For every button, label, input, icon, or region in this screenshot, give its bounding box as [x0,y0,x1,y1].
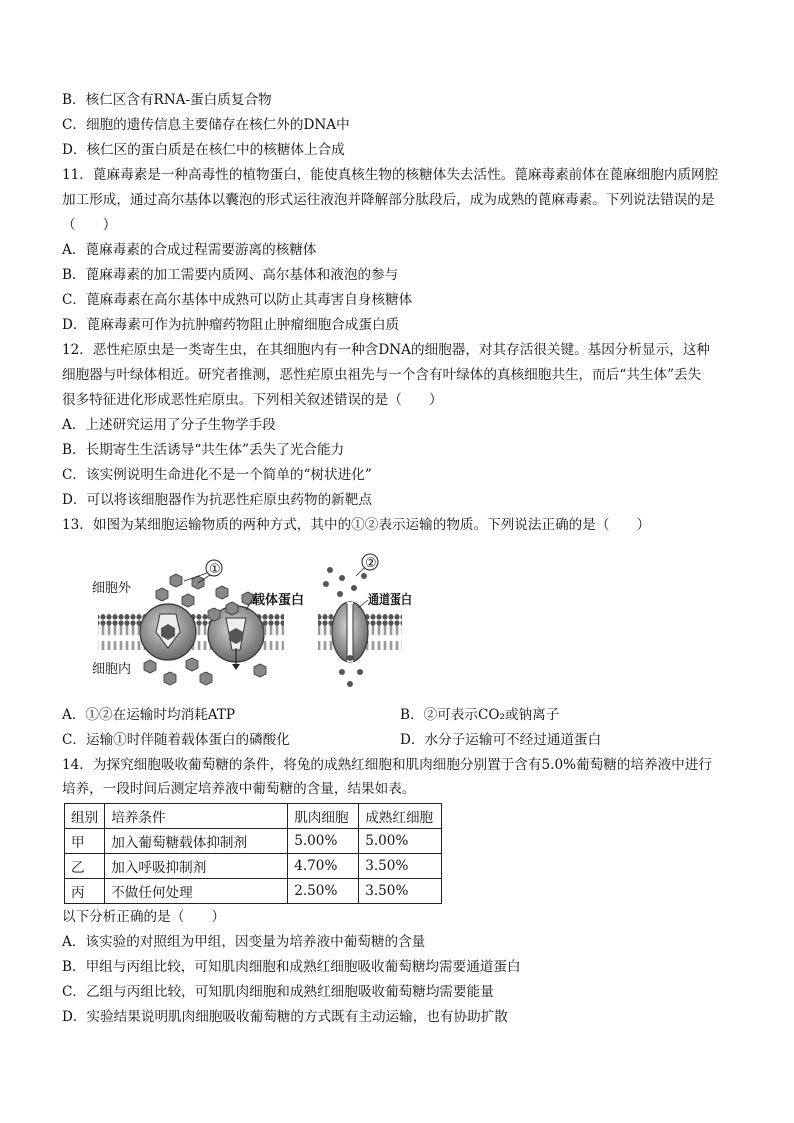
table-cell: 3.50% [359,879,442,904]
molecule-hexagon [186,658,198,671]
q14-stem-line1: 14．为探究细胞吸收葡萄糖的条件，将兔的成熟红细胞和肌肉细胞分别置于含有5.0%葡萄糖的培养液中进行 [62,757,712,773]
molecule-hexagon [164,672,176,685]
table-cell: 5.00% [359,829,442,854]
molecule-dot [339,669,345,675]
molecule-dot [347,681,353,687]
molecule-hexagon [170,574,182,587]
q13-option-b: B．②可表示CO₂或钠离子 [400,707,560,723]
table-cell: 加入葡萄糖载体抑制剂 [105,829,288,854]
table-row [65,829,442,854]
q12-option-d: D．可以将该细胞器作为抗恶性疟原虫药物的新靶点 [62,492,372,508]
results-table [64,803,442,904]
molecule-hexagon [226,602,238,615]
q14-stem-line2: 培养，一段时间后测定培养液中葡萄糖的含量，结果如表。 [62,781,416,797]
q13-stem: 13．如图为某细胞运输物质的两种方式，其中的①②表示运输的物质。下列说法正确的是（ ） [62,517,651,533]
q11-option-b: B．蓖麻毒素的加工需要内质网、高尔基体和液泡的参与 [62,267,399,283]
q12-option-b: B．长期寄生生活诱导“共生体”丢失了光合能力 [62,442,345,458]
molecule-dot [337,591,343,597]
molecule-hexagon [216,586,228,599]
table-cell: 甲 [65,829,105,854]
molecule-dot [347,655,353,661]
q14-option-b: B．甲组与丙组比较，可知肌肉细胞和成熟红细胞吸收葡萄糖均需要通道蛋白 [62,959,521,975]
q13-option-c: C．运输①时伴随着载体蛋白的磷酸化 [62,732,290,748]
label-inside: 细胞内 [92,662,132,677]
table-header: 培养条件 [105,804,288,829]
q12-stem-line1: 12．恶性疟原虫是一类寄生虫，在其细胞内有一种含DNA的细胞器，对其存活很关键。基因分析显示，这种 [62,342,711,358]
q13-option-a: A．①②在运输时均消耗ATP [62,707,236,723]
table-cell: 不做任何处理 [105,879,288,904]
q11-option-c: C．蓖麻毒素在高尔基体中成熟可以防止其毒害自身核糖体 [62,292,413,308]
q11-stem-line1: 11．蓖麻毒素是一种高毒性的植物蛋白，能使真核生物的核糖体失去活性。蓖麻毒素前体在蓖麻细胞内质网腔 [62,167,719,183]
q12-stem-line2: 细胞器与叶绿体相近。研究者推测，恶性疟原虫祖先与一个含有叶绿体的真核细胞共生，而后“共生体”丢失 [62,367,702,383]
table-row [65,854,442,879]
molecule-dot [323,581,329,587]
channel-protein [332,602,368,662]
molecule-dot [351,585,357,591]
marker-2: ② [365,556,377,571]
table-cell: 2.50% [288,879,359,904]
channel-pointer [358,600,368,608]
molecule-hexagon [254,664,266,677]
molecule-hexagon [182,594,194,607]
table-header: 组别 [65,804,105,829]
q11-option-d: D．蓖麻毒素可作为抗肿瘤药物阻止肿瘤细胞合成蛋白质 [62,317,400,333]
molecule-hexagon [144,660,156,673]
q12-stem-line3: 很多特征进化形成恶性疟原虫。下列相关叙述错误的是（ ） [62,392,443,408]
q10-option-b: B．核仁区含有RNA-蛋白质复合物 [62,92,272,108]
molecule-dot [339,575,345,581]
table-header-row [65,804,442,829]
q14-option-d: D．实验结果说明肌肉细胞吸收葡萄糖的方式既有主动运输，也有协助扩散 [62,1009,508,1025]
label-carrier-protein: 载体蛋白 [252,593,305,608]
table-header: 肌肉细胞 [288,804,359,829]
molecule-dot [357,669,363,675]
q12-option-c: C．该实例说明生命进化不是一个简单的“树状进化” [62,467,372,483]
molecule-dot [327,567,333,573]
table-cell: 5.00% [288,829,359,854]
membrane-transport-figure [64,548,421,694]
table-header: 成熟红细胞 [359,804,442,829]
table-cell: 3.50% [359,854,442,879]
q14-option-a: A．该实验的对照组为甲组，因变量为培养液中葡萄糖的含量 [62,934,426,950]
table-cell: 4.70% [288,854,359,879]
label-outside: 细胞外 [92,581,132,596]
table-cell: 乙 [65,854,105,879]
q10-option-d: D．核仁区的蛋白质是在核仁中的核糖体上合成 [62,142,345,158]
table-row [65,879,442,904]
transport-arrow-head [232,664,240,670]
carrier-protein-1 [140,604,196,660]
q12-option-a: A．上述研究运用了分子生物学手段 [62,417,276,433]
molecule-hexagon [156,588,168,601]
marker-1: ① [209,562,221,577]
q13-option-d: D．水分子运输可不经过通道蛋白 [400,732,602,748]
molecule-hexagon [208,608,220,621]
table-cell: 加入呼吸抑制剂 [105,854,288,879]
q11-stem-line2: 加工形成，通过高尔基体以囊泡的形式运往液泡并降解部分肽段后，成为成熟的蓖麻毒素。下列说法错误的是 [62,192,715,208]
table-cell: 丙 [65,879,105,904]
q14-prompt: 以下分析正确的是（ ） [62,909,226,925]
q14-option-c: C．乙组与丙组比较，可知肌肉细胞和成熟红细胞吸收葡萄糖均需要能量 [62,984,494,1000]
molecule-hexagon [200,672,212,685]
label-channel-protein: 通道蛋白 [368,593,421,608]
q11-option-a: A．蓖麻毒素的合成过程需要游离的核糖体 [62,242,317,258]
q10-option-c: C．细胞的遗传信息主要储存在核仁外的DNA中 [62,117,350,133]
q11-answer-blank: （ ） [62,217,117,233]
molecule-dot [361,573,367,579]
